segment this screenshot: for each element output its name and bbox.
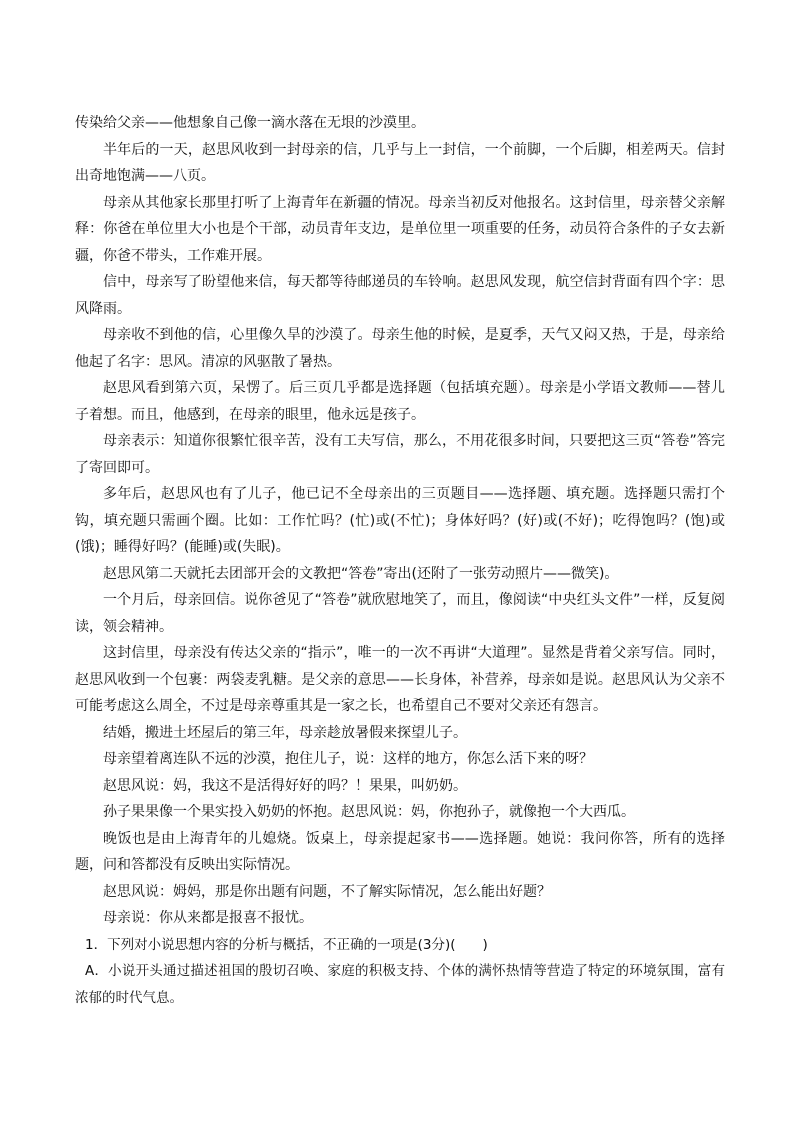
paragraph: 母亲望着离连队不远的沙漠，抱住儿子，说：这样的地方，你怎么活下来的呀？ (103, 751, 593, 767)
paragraph: 这封信里，母亲没有传达父亲的“指示”，唯一的一次不再讲“大道理”。显然是背着父亲写信。同时，赵思风收到一个包裹：两袋麦乳糖。是父亲的意思——长身体，补营养，母亲如是说。赵思风认为父亲不可能考虑这么周全，不过是母亲尊重其是一家之长，也希望自己不要对父亲还有怨言。 (75, 645, 725, 714)
paragraph: 传染给父亲——他想象自己像一滴水落在无垠的沙漠里。 (75, 115, 425, 131)
article-body (75, 110, 725, 932)
paragraph: 赵思风说：妈，我这不是活得好好的吗？！果果，叫奶奶。 (103, 777, 467, 794)
paragraph: 赵思风看到第六页，呆愣了。后三页几乎都是选择题（包括填充题）。母亲是小学语文教师——替儿子着想。而且，他感到，在母亲的眼里，他永远是孩子。 (75, 380, 725, 423)
paragraph: 信中，母亲写了盼望他来信，每天都等待邮递员的车铃响。赵思风发现，航空信封背面有四个字：思风降雨。 (75, 274, 725, 317)
paragraph: 结婚，搬进土坯屋后的第三年，母亲趁放暑假来探望儿子。 (103, 724, 467, 741)
paragraph: 多年后，赵思风也有了儿子，他已记不全母亲出的三页题目——选择题、填充题。选择题只需打个钩，填充题只需画个圈。比如：工作忙吗？(忙)或(不忙)；身体好吗？(好)或(不好)；吃得饱吗？(饱)或(饿)；睡得好吗？(能睡)或(失眠)。 (75, 486, 725, 555)
paragraph: 母亲收不到他的信，心里像久旱的沙漠了。母亲生他的时候，是夏季，天气又闷又热，于是，母亲给他起了名字：思风。清凉的风驱散了暑热。 (75, 327, 725, 370)
paragraph: 赵思风说：姆妈，那是你出题有问题，不了解实际情况，怎么能出好题？ (103, 883, 551, 900)
question-option-a: A．小说开头通过描述祖国的殷切召唤、家庭的积极支持、个体的满怀热情等营造了特定的环境氛围，富有浓郁的时代气息。 (75, 963, 725, 1006)
paragraph: 半年后的一天，赵思风收到一封母亲的信，几乎与上一封信，一个前脚，一个后脚，相差两天。信封出奇地饱满——八页。 (75, 141, 725, 184)
paragraph: 晚饭也是由上海青年的儿媳烧。饭桌上，母亲提起家书——选择题。她说：我问你答，所有的选择题，问和答都没有反映出实际情况。 (75, 830, 725, 873)
document-page (75, 110, 725, 1011)
paragraph: 赵思风第二天就托去团部开会的文教把“答卷”寄出(还附了一张劳动照片——微笑)。 (103, 565, 619, 582)
question-stem: 1．下列对小说思想内容的分析与概括，不正确的一项是(3分)( ) (85, 936, 488, 953)
paragraph: 母亲说：你从来都是报喜不报忧。 (103, 910, 313, 926)
paragraph: 孙子果果像一个果实投入奶奶的怀抱。赵思风说：妈，你抱孙子，就像抱一个大西瓜。 (103, 804, 635, 820)
paragraph: 母亲表示：知道你很繁忙很辛苦，没有工夫写信，那么，不用花很多时间，只要把这三页“答卷”答完了寄回即可。 (75, 433, 725, 476)
paragraph: 母亲从其他家长那里打听了上海青年在新疆的情况。母亲当初反对他报名。这封信里，母亲替父亲解释：你爸在单位里大小也是个干部，动员青年支边，是单位里一项重要的任务，动员符合条件的子女去新疆，你爸不带头，工作难开展。 (75, 194, 725, 264)
paragraph: 一个月后，母亲回信。说你爸见了“答卷”就欣慰地笑了，而且，像阅读“中央红头文件”一样，反复阅读，领会精神。 (75, 592, 725, 635)
